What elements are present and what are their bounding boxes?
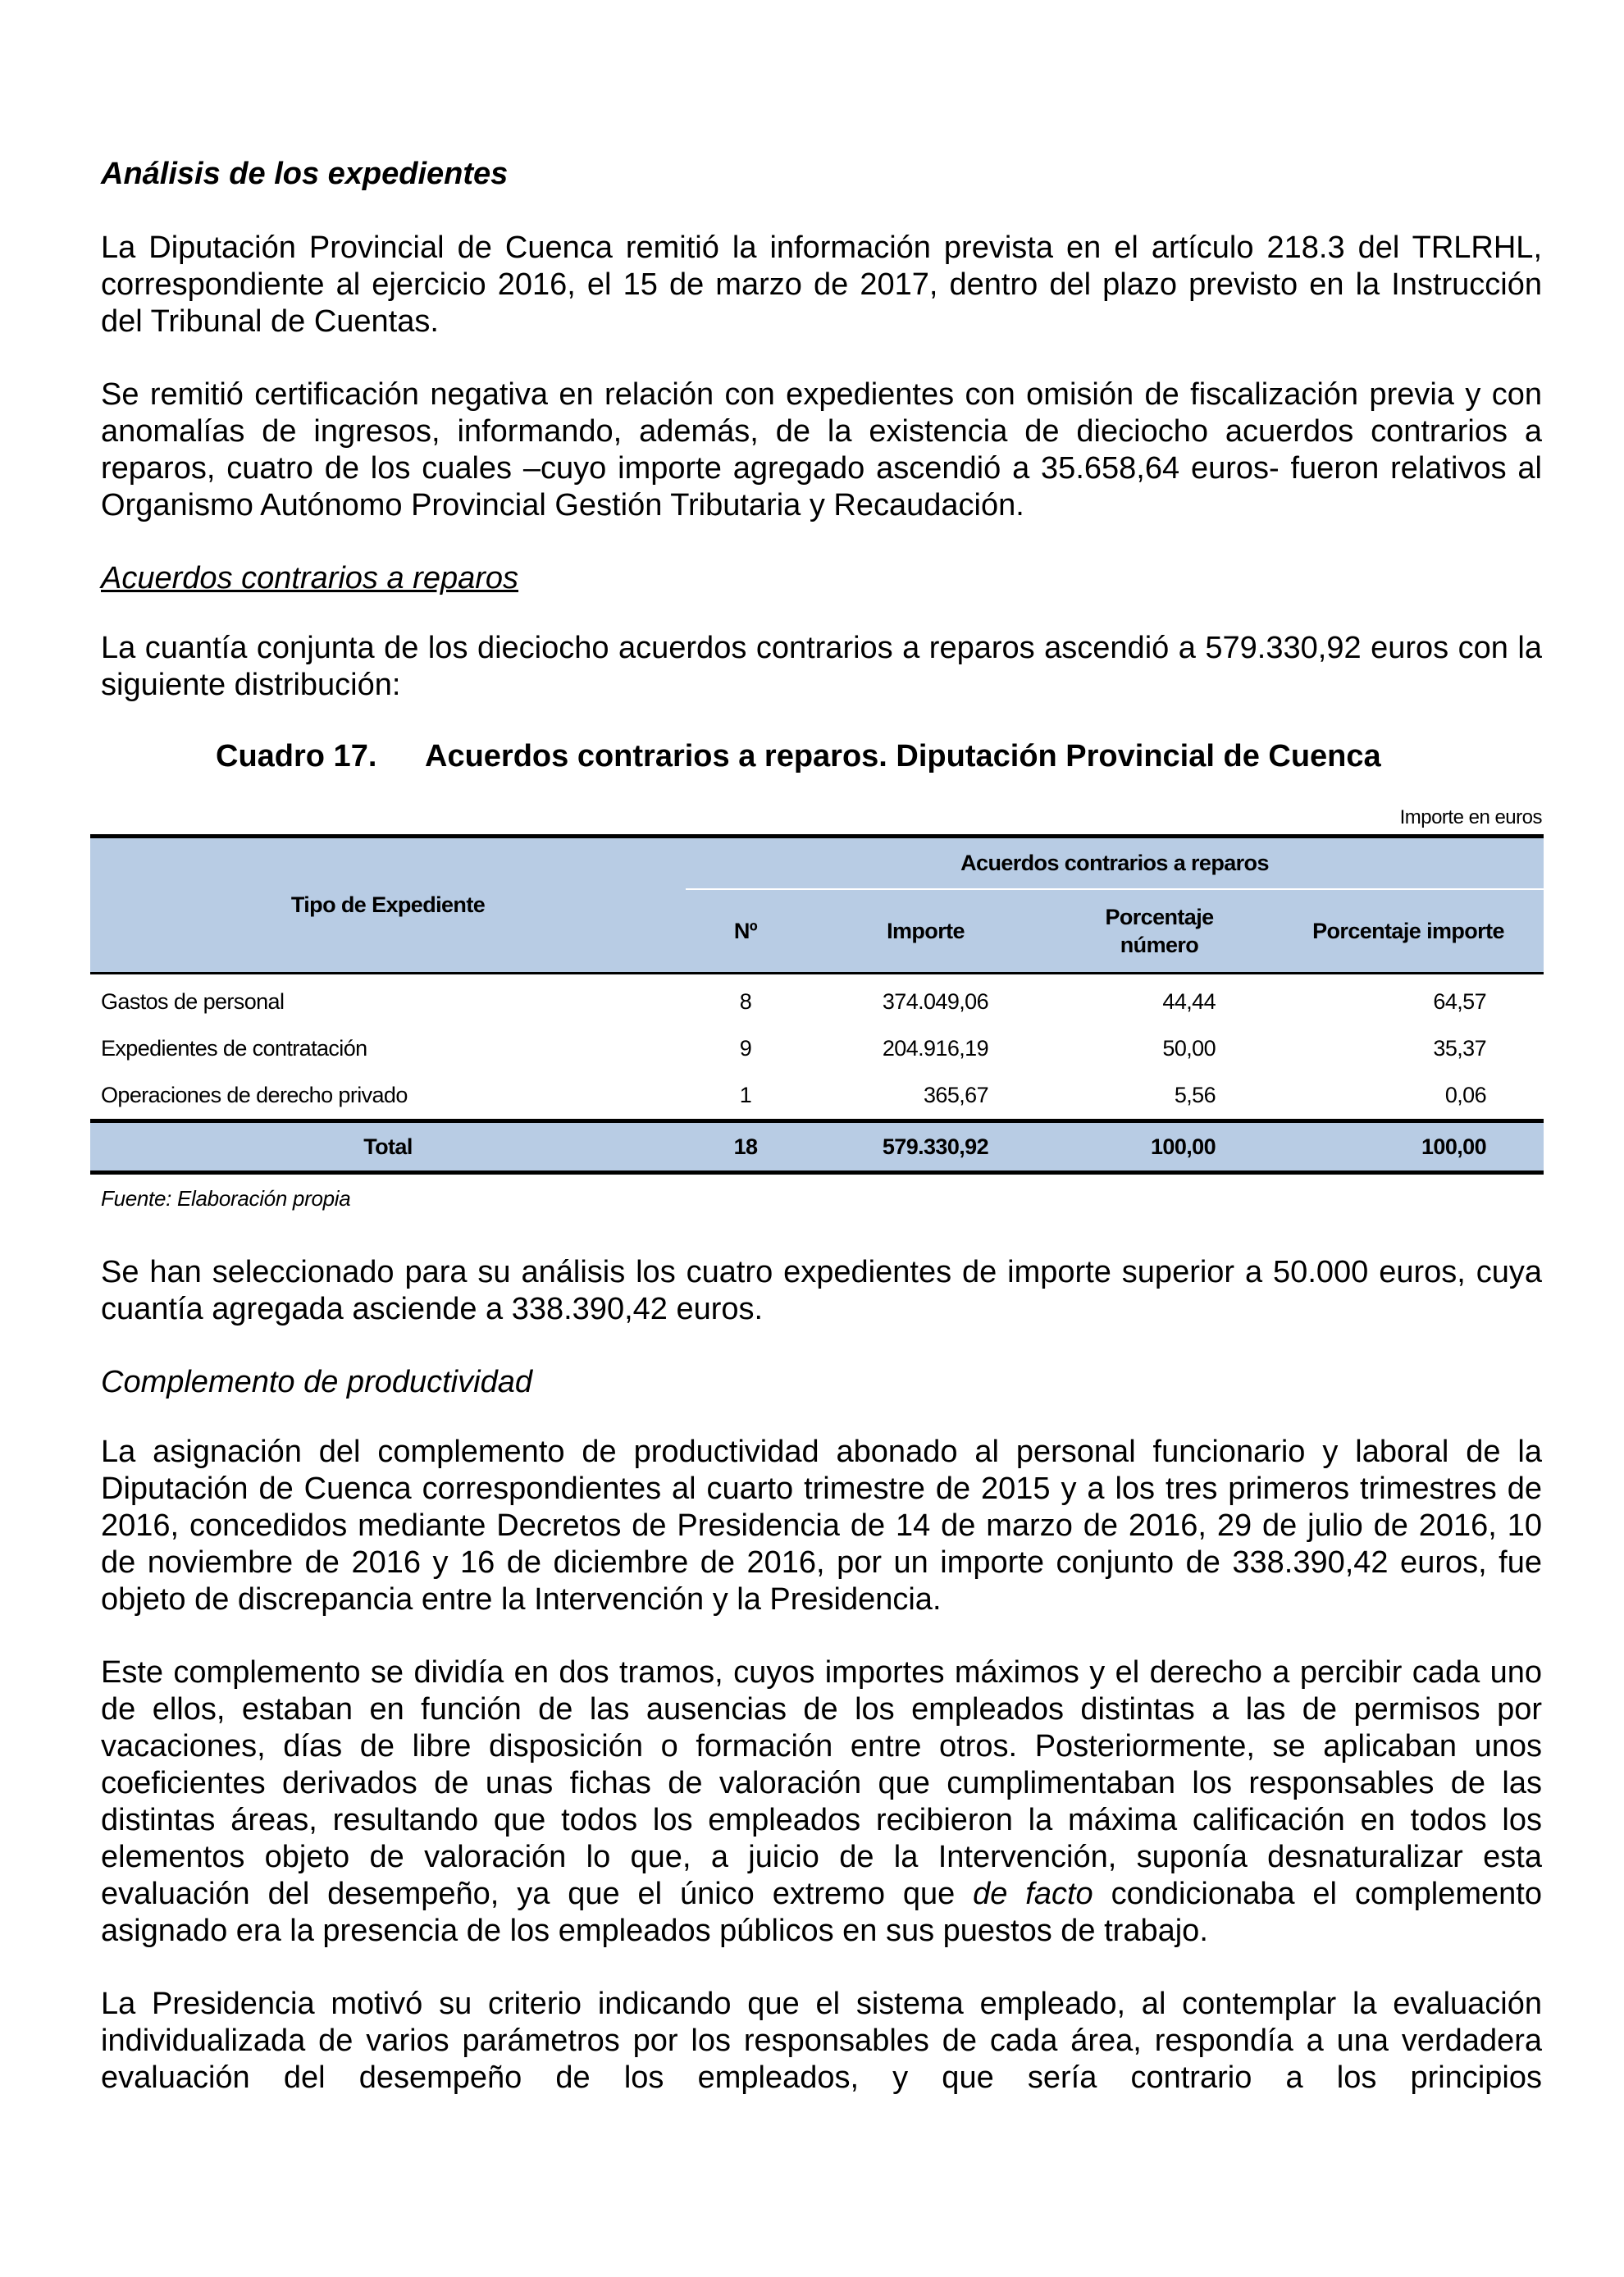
- header-pct-num: [1046, 889, 1273, 974]
- cell-tipo: Gastos de personal: [101, 989, 285, 1014]
- header-importe: Importe: [805, 889, 1046, 974]
- cell-pct-importe: 0,06: [1444, 1083, 1486, 1107]
- table-row: [90, 974, 1544, 1026]
- paragraph-3: La cuantía conjunta de los dieciocho acuerdos contrarios a reparos ascendió a 579.330,92 euros con la siguiente distribución:: [101, 631, 1542, 702]
- table-caption: [101, 738, 1542, 775]
- cell-tipo: Operaciones de derecho privado: [101, 1083, 408, 1107]
- subheading-complemento: Complemento de productividad: [101, 1365, 532, 1399]
- paragraph-6: [101, 1654, 1542, 1950]
- paragraph-5: La asignación del complemento de productividad abonado al personal funcionario y laboral de la Diputación de Cuenca correspondientes al cuarto trimestre de 2015 y a los tres primeros trimestres de 2016, concedidos mediante Decretos de Presidencia de 14 de marzo de 2016, 29 de julio de 2016, 10 de noviembre de 2016 y 16 de diciembre de 2016, por un importe conjunto de 338.390,42 euros, fue objeto de discrepancia entre la Intervención y la Presidencia.: [101, 1435, 1542, 1617]
- cell-pct-importe: 35,37: [1433, 1036, 1486, 1061]
- table-caption-number: Cuadro 17.: [216, 739, 377, 773]
- header-pct-importe: Porcentaje importe: [1273, 889, 1544, 974]
- cell-importe: 204.916,19: [882, 1036, 988, 1061]
- total-num: 18: [686, 1121, 805, 1173]
- table-row: [90, 1072, 1544, 1121]
- total-importe: 579.330,92: [805, 1121, 1046, 1173]
- header-group: Acuerdos contrarios a reparos: [686, 837, 1544, 890]
- paragraph-7: La Presidencia motivó su criterio indicando que el sistema empleado, al contemplar la evaluación individualizada de varios parámetros por los responsables de cada área, respondía a una verdadera evaluación del desempeño de los empleados, y que sería contrario a los principios: [101, 1987, 1542, 2095]
- paragraph-4: Se han seleccionado para su análisis los cuatro expedientes de importe superior a 50.000 euros, cuya cuantía agregada asciende a 338.390,42 euros.: [101, 1255, 1542, 1326]
- acuerdos-table: [90, 834, 1544, 1175]
- header-pct-num-line2: número: [1120, 933, 1199, 957]
- paragraph-1: La Diputación Provincial de Cuenca remitió la información prevista en el artículo 218.3 del TRLRHL, correspondiente al ejercicio 2016, el 15 de marzo de 2017, dentro del plazo previsto en la Instrucción del Tribunal de Cuentas.: [101, 230, 1542, 339]
- cell-num: 8: [739, 989, 752, 1014]
- table-source: Fuente: Elaboración propia: [101, 1186, 351, 1211]
- table-caption-title: Acuerdos contrarios a reparos. Diputación Provincial de Cuenca: [425, 739, 1381, 773]
- total-pct-importe: 100,00: [1273, 1121, 1544, 1173]
- cell-importe: 365,67: [924, 1083, 988, 1107]
- total-label: Total: [90, 1121, 686, 1173]
- paragraph-6-part-b: condicionaba el complemento asignado era la presencia de los empleados públicos en sus puestos de trabajo.: [101, 1877, 1542, 1948]
- table-total-row: [90, 1121, 1544, 1173]
- cell-pct-num: 44,44: [1162, 989, 1216, 1014]
- paragraph-2: Se remitió certificación negativa en relación con expedientes con omisión de fiscalización previa y con anomalías de ingresos, informando, además, de la existencia de dieciocho acuerdos contrarios a reparos, cuatro de los cuales –cuyo importe agregado ascendió a 35.658,64 euros- fueron relativos al Organismo Autónomo Provincial Gestión Tributaria y Recaudación.: [101, 377, 1542, 522]
- cell-importe: 374.049,06: [882, 989, 988, 1014]
- header-pct-num-line1: Porcentaje: [1105, 905, 1214, 929]
- section-title: Análisis de los expedientes: [101, 157, 509, 191]
- cell-pct-num: 50,00: [1162, 1036, 1216, 1061]
- cell-tipo: Expedientes de contratación: [101, 1036, 367, 1061]
- cell-num: 1: [739, 1083, 752, 1107]
- total-pct-num: 100,00: [1046, 1121, 1273, 1173]
- cell-pct-num: 5,56: [1174, 1083, 1216, 1107]
- document-page: [101, 156, 1542, 2097]
- cell-num: 9: [739, 1036, 752, 1061]
- paragraph-6-part-a: Este complemento se dividía en dos tramos, cuyos importes máximos y el derecho a percibir cada uno de ellos, estaban en función de las ausencias de los empleados distintas a las de permisos por vacaciones, días de libre disposición o formación entre otros. Posteriormente, se aplicaban unos coeficientes derivados de unas fichas de valoración que cumplimentaban los responsables de las distintas áreas, resultando que todos los empleados recibieron la máxima calificación en todos los elementos objeto de valoración lo que, a juicio de la Intervención, suponía desnaturalizar esta evaluación del desempeño, ya que el único extremo que: [101, 1655, 1542, 1911]
- cell-pct-importe: 64,57: [1433, 989, 1486, 1014]
- header-num: Nº: [686, 889, 805, 974]
- table-row: [90, 1025, 1544, 1072]
- header-tipo: Tipo de Expediente: [90, 837, 686, 974]
- subheading-acuerdos: Acuerdos contrarios a reparos: [101, 561, 519, 595]
- table-unit-note: Importe en euros: [1399, 806, 1542, 828]
- paragraph-6-emphasis: de facto: [973, 1877, 1093, 1911]
